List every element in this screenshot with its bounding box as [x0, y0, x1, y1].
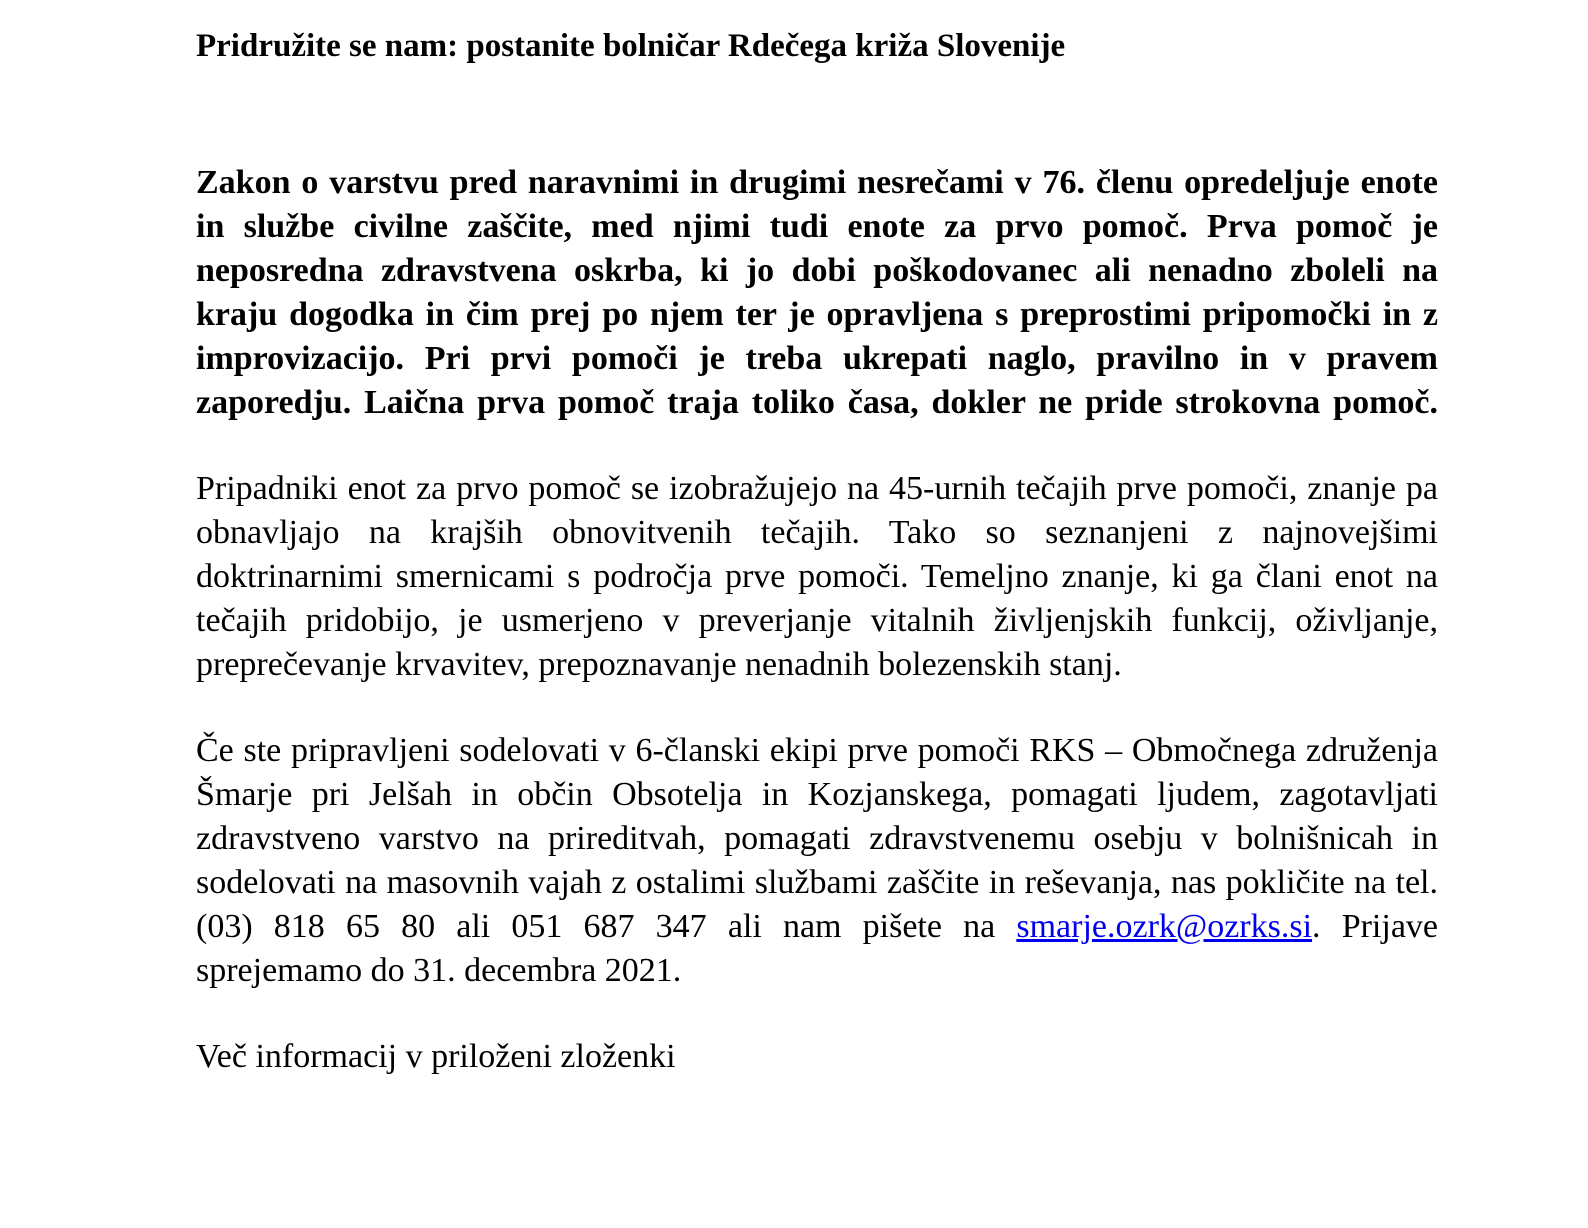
paragraph-invitation-deadline: . Prijave sprejemamo do 31. decembra 2021.	[196, 908, 1439, 989]
paragraph-invitation	[196, 729, 1438, 993]
paragraph-more-info: Več informacij v priloženi zloženki	[196, 1038, 676, 1075]
paragraph-invitation-text: Če ste pripravljeni sodelovati v 6-članski ekipi prve pomoči RKS – Območnega združenja Šmarje pri Jelšah in občin Obsotelja in Kozjanskega, pomagati ljudem, zagotavljati zdravstveno varstvo na prireditvah, pomagati zdravstvenemu osebju v bolnišnicah in sodelovati na masovnih vajah z ostalimi službami zaščite in reševanja, nas pokličite na tel. (03) 818 65 80 ali 051 687 347 ali nam pišete na	[196, 732, 1438, 945]
document-title: Pridružite se nam: postanite bolničar Rdečega križa Slovenije	[196, 28, 1066, 64]
paragraph-training: Pripadniki enot za prvo pomoč se izobražujejo na 45-urnih tečajih prve pomoči, znanje pa obnavljajo na krajših obnovitvenih tečajih. Tako so seznanjeni z najnovejšimi doktrinarnimi smernicami s področja prve pomoči. Temeljno znanje, ki ga člani enot na tečajih pridobijo, je usmerjeno v preverjanje vitalnih življenjskih funkcij, oživljanje, preprečevanje krvavitev, prepoznavanje nenadnih bolezenskih stanj.	[196, 470, 1438, 683]
email-link[interactable]: smarje.ozrk@ozrks.si	[1016, 908, 1313, 945]
document-page	[196, 24, 1438, 1079]
paragraph-law-first-aid: Zakon o varstvu pred naravnimi in drugimi nesrečami v 76. členu opredeljuje enote in službe civilne zaščite, med njimi tudi enote za prvo pomoč. Prva pomoč je neposredna zdravstvena oskrba, ki jo dobi poškodovanec ali nenadno zboleli na kraju dogodka in čim prej po njem ter je opravljena s preprostimi pripomočki in z improvizacijo. Pri prvi pomoči je treba ukrepati naglo, pravilno in v pravem zaporedju. Laična prva pomoč traja toliko časa, dokler ne pride strokovna pomoč.	[196, 164, 1438, 421]
